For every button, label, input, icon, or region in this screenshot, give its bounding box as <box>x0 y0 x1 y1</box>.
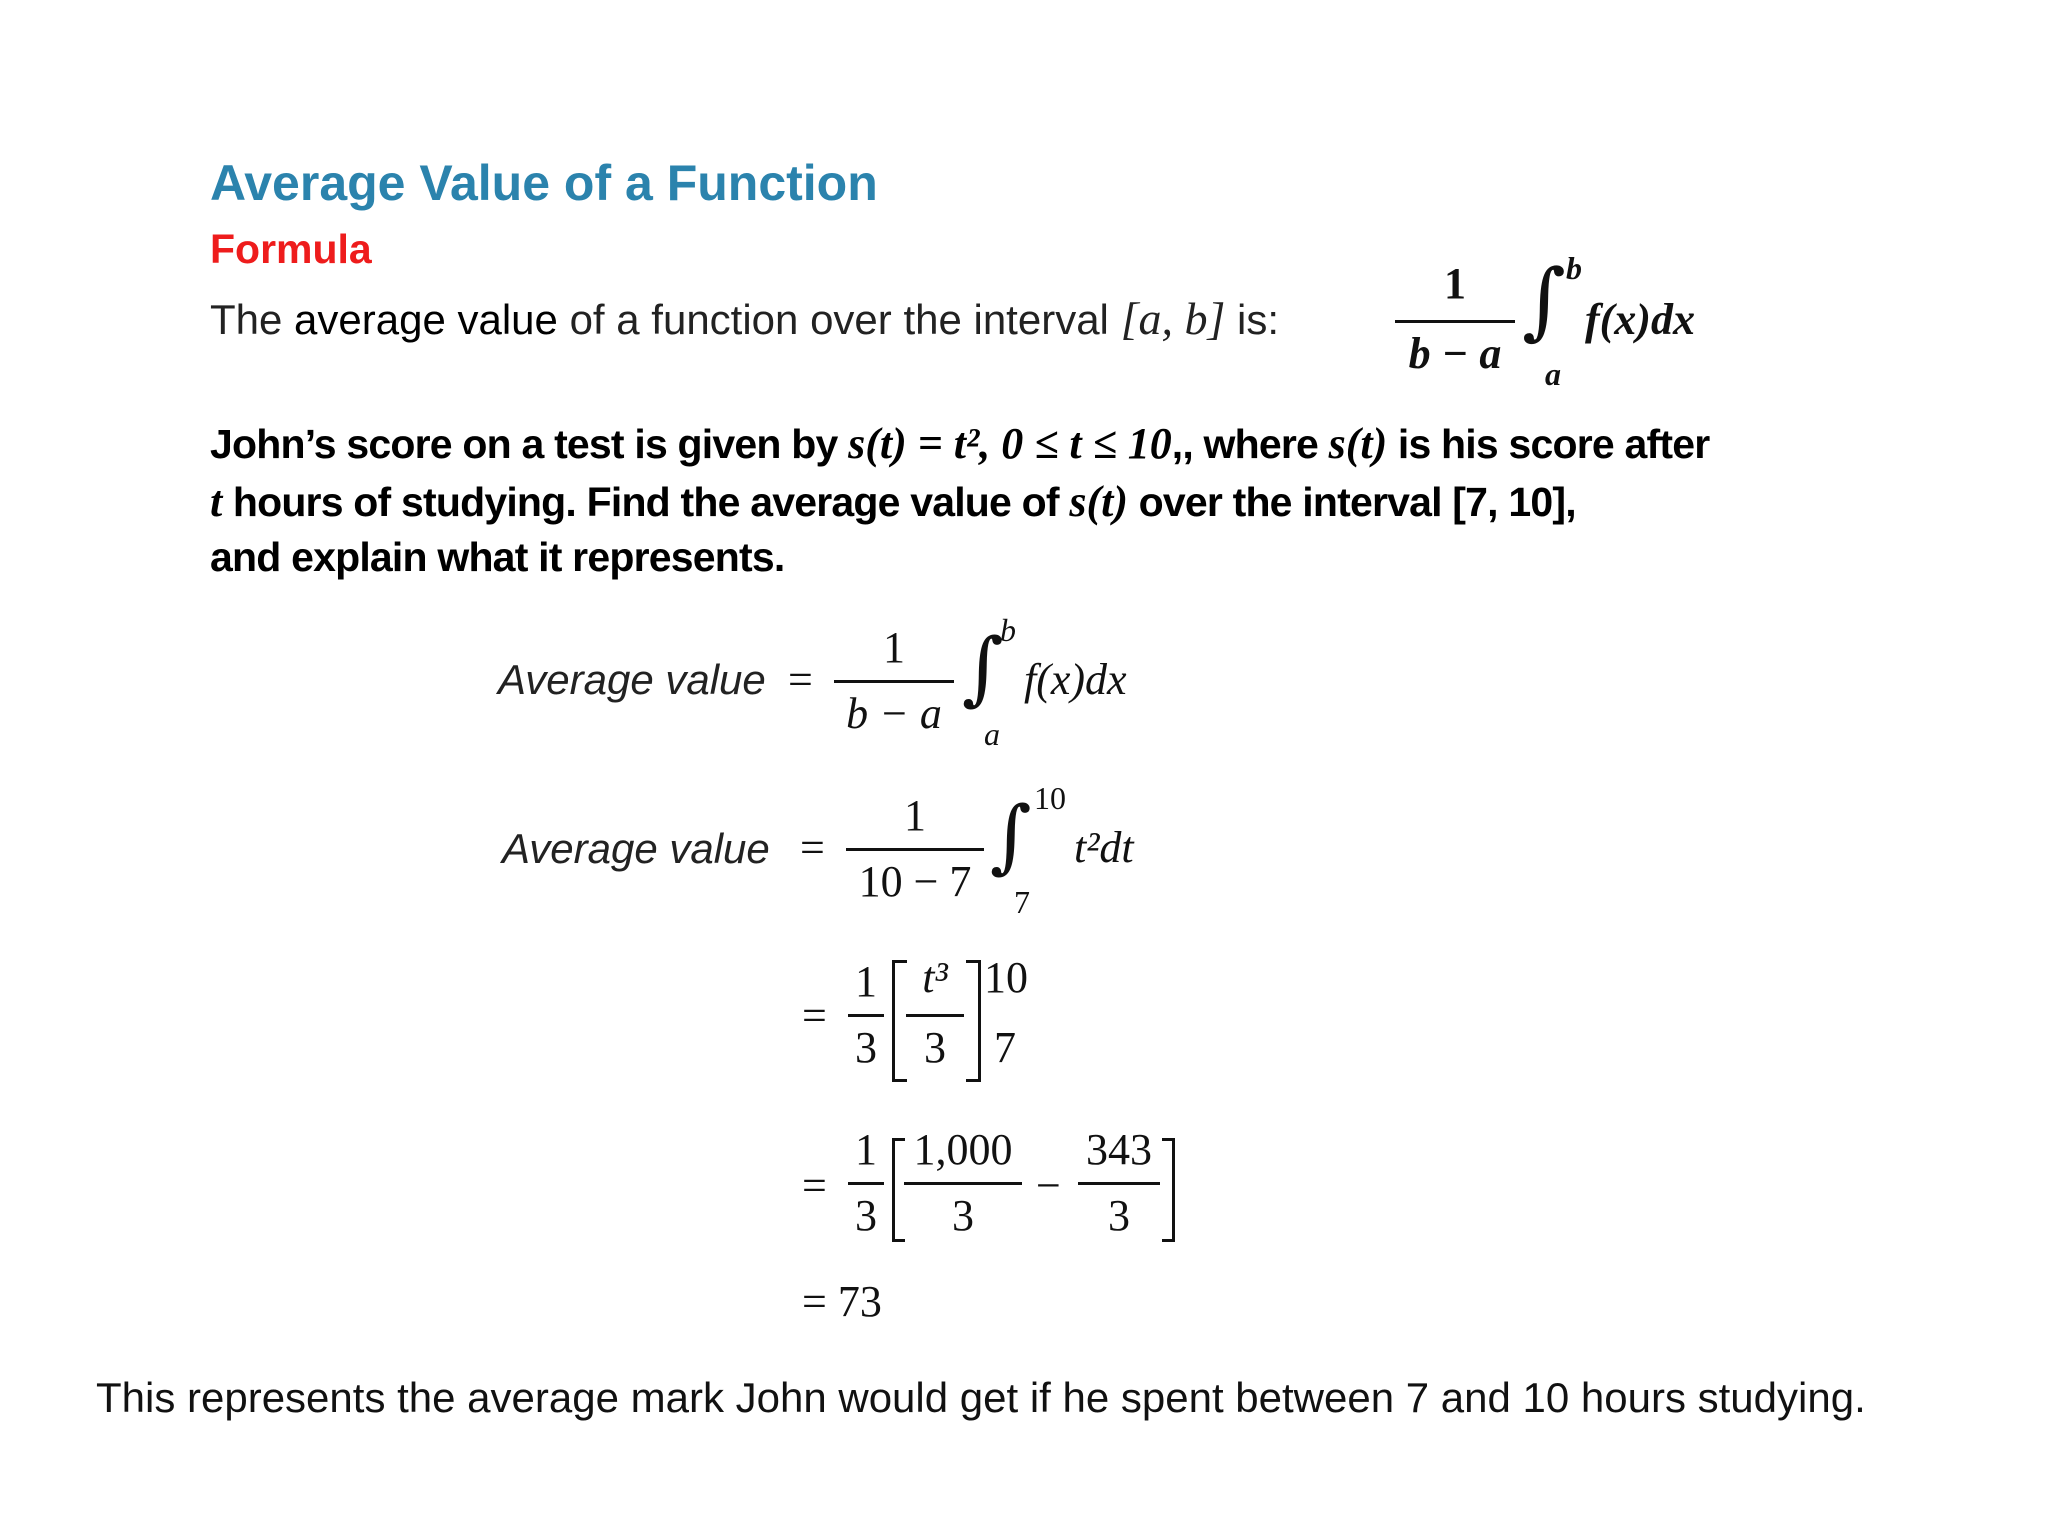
page-title: Average Value of a Function <box>210 155 878 211</box>
intro-text-middle: of a function over the interval <box>557 296 1121 343</box>
step4-outer-denominator: 3 <box>855 1191 877 1240</box>
step4-outer-numerator: 1 <box>855 1125 877 1174</box>
formula-integrand: f(x)dx <box>1585 295 1695 344</box>
intro-interval: [a, b] <box>1120 293 1226 344</box>
equals-sign: = <box>802 991 827 1040</box>
problem-math: s(t) = t², 0 ≤ t ≤ 10 <box>848 419 1172 468</box>
step1-fraction-bar <box>834 680 954 683</box>
step2-integrand: t²dt <box>1074 823 1134 872</box>
step2-fraction <box>846 790 984 910</box>
problem-math: s(t) <box>1069 477 1128 526</box>
equals-sign: = <box>802 1161 827 1210</box>
step4-first-bar <box>904 1182 1022 1185</box>
step4-outer-fraction <box>848 1124 884 1244</box>
formula-upper-limit: b <box>1566 250 1582 286</box>
intro-text-end: is: <box>1225 296 1280 343</box>
problem-line-3: and explain what it represents. <box>210 534 785 580</box>
integral-sign: ∫ <box>962 621 1004 714</box>
step4-second-bar <box>1078 1182 1160 1185</box>
intro-emphasis: average value <box>294 296 558 343</box>
problem-line-1 <box>210 418 1709 469</box>
minus-sign: − <box>1036 1161 1061 1210</box>
equals-sign: = <box>788 655 813 704</box>
step1-numerator: 1 <box>883 623 905 672</box>
intro-text-start: The <box>210 296 295 343</box>
equals-sign: = <box>800 823 825 872</box>
problem-text: hours of studying. Find the average value of <box>222 479 1070 525</box>
integral-sign: ∫ <box>990 789 1032 882</box>
step3-outer-fraction <box>848 956 884 1076</box>
result-value: = 73 <box>802 1277 882 1326</box>
step1-denominator: b − a <box>846 689 942 738</box>
problem-line-2 <box>210 476 1576 527</box>
formula-numerator: 1 <box>1444 259 1466 308</box>
step2-upper-limit: 10 <box>1034 780 1066 816</box>
formula-lower-limit: a <box>1545 356 1561 392</box>
step3-inner-bar <box>906 1014 964 1017</box>
step2-denominator: 10 − 7 <box>858 857 972 906</box>
formula-fraction-bar <box>1395 320 1515 323</box>
step4-second-fraction <box>1078 1124 1160 1244</box>
formula-integral-sign: ∫ <box>1522 251 1566 349</box>
step3-outer-numerator: 1 <box>855 957 877 1006</box>
step1-fraction <box>834 622 954 742</box>
step3-outer-denominator: 3 <box>855 1023 877 1072</box>
step3-inner-denominator: 3 <box>924 1023 946 1072</box>
step3-upper-bound: 10 <box>984 953 1028 1002</box>
average-value-label: Average value <box>498 656 766 703</box>
step2-lower-limit: 7 <box>1014 884 1030 920</box>
step2-fraction-bar <box>846 848 984 851</box>
step1-upper-limit: b <box>1000 612 1016 648</box>
problem-text: ,, where <box>1171 421 1329 467</box>
right-bracket <box>966 960 981 1082</box>
step2-numerator: 1 <box>904 791 926 840</box>
problem-text: is his score after <box>1387 421 1710 467</box>
problem-math: s(t) <box>1328 419 1388 468</box>
problem-text: John’s score on a test is given by <box>210 421 849 467</box>
step4-second-numerator: 343 <box>1086 1125 1152 1174</box>
problem-math: t <box>210 477 223 526</box>
right-bracket <box>1162 1138 1175 1242</box>
conclusion-text: This represents the average mark John would get if he spent between 7 and 10 hours studying. <box>96 1374 1866 1421</box>
step1-integrand: f(x)dx <box>1024 655 1127 704</box>
step4-first-denominator: 3 <box>952 1191 974 1240</box>
left-bracket <box>892 960 907 1082</box>
average-value-label: Average value <box>502 825 770 872</box>
intro-sentence <box>210 292 1279 345</box>
step1-lower-limit: a <box>984 716 1000 752</box>
step3-outer-bar <box>848 1014 884 1017</box>
formula-fraction <box>1395 258 1515 378</box>
problem-text: over the interval [7, 10], <box>1128 479 1576 525</box>
section-subtitle: Formula <box>210 226 372 272</box>
step3-inner-numerator: t³ <box>922 953 948 1002</box>
step3-lower-bound: 7 <box>994 1023 1016 1072</box>
formula-denominator: b − a <box>1408 329 1502 378</box>
step4-outer-bar <box>848 1182 884 1185</box>
step4-first-fraction <box>904 1124 1022 1244</box>
step4-first-numerator: 1,000 <box>913 1125 1013 1174</box>
step4-second-denominator: 3 <box>1108 1191 1130 1240</box>
step3-inner-fraction <box>906 952 964 1076</box>
